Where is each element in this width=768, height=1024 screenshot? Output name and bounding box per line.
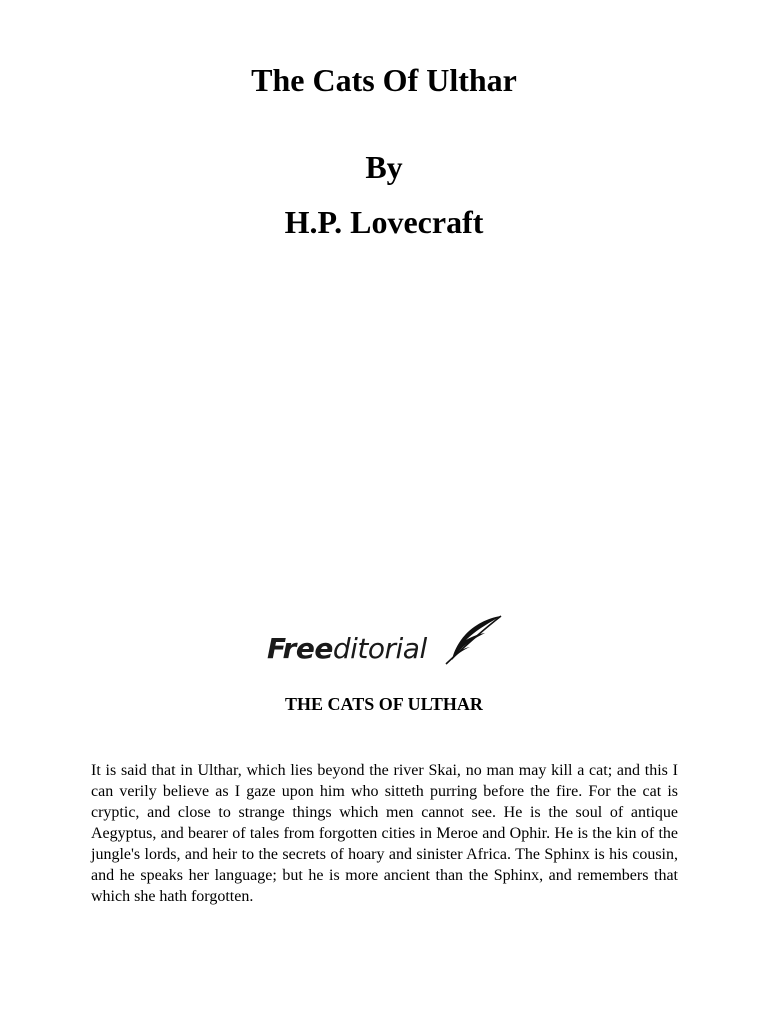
author-name: H.P. Lovecraft: [284, 204, 484, 240]
feather-quill-icon: [443, 614, 503, 666]
byline-by: By: [365, 149, 403, 185]
publisher-logo-text: [267, 632, 427, 666]
chapter-heading: THE CATS OF ULTHAR: [285, 694, 483, 714]
body-paragraph: It is said that in Ulthar, which lies beyond the river Skai, no man may kill a cat; and this I can verily believe as I gaze upon him who sitteth purring before the fire. For the cat is cryptic, and close to strange things which men cannot see. He is the soul of antique Aegyptus, and bearer of tales from forgotten cities in Meroe and Ophir. He is the kin of the jungle's lords, and heir to the secrets of hoary and sinister Africa. The Sphinx is his cousin, and he speaks her language; but he is more ancient than the Sphinx, and remembers that which she hath forgotten.: [91, 762, 678, 905]
logo-text-strong: Free: [267, 632, 333, 665]
book-title: The Cats Of Ulthar: [251, 62, 517, 98]
publisher-logo: [267, 614, 503, 670]
logo-text-light: ditorial: [332, 632, 427, 665]
